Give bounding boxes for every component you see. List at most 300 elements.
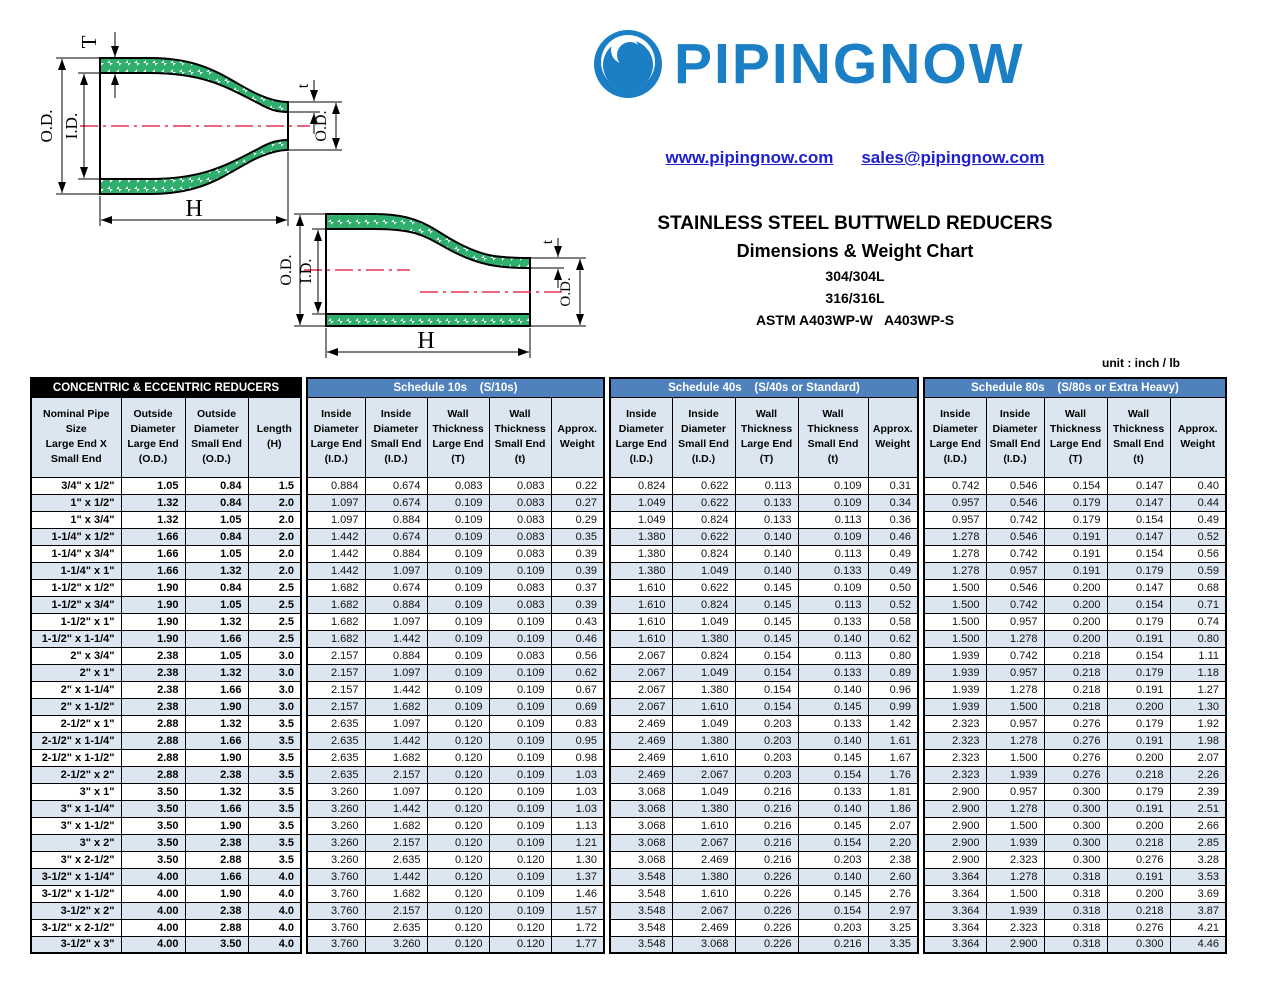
- table-cell: 1.682: [307, 613, 365, 630]
- table-row: [610, 681, 918, 698]
- table-cell: 1.66: [121, 528, 185, 545]
- table-cell: 0.179: [1107, 783, 1170, 800]
- table-cell: 1.66: [121, 545, 185, 562]
- table-row: [307, 749, 604, 766]
- table-cell: 3.548: [610, 919, 672, 936]
- table-cell: 2.635: [307, 715, 365, 732]
- table-cell: 0.109: [427, 511, 489, 528]
- page-subtitle: Dimensions & Weight Chart: [736, 240, 974, 261]
- table-cell: 1.610: [672, 698, 735, 715]
- table-cell: 0.145: [735, 579, 798, 596]
- table-row: [610, 868, 918, 885]
- table-row: [924, 647, 1226, 664]
- table-cell: 0.68: [1170, 579, 1226, 596]
- column-header: Wall Thickness Large End (T): [1044, 397, 1107, 477]
- website-link[interactable]: www.pipingnow.com: [665, 148, 834, 167]
- table-cell: 1.278: [986, 681, 1044, 698]
- table-cell: 1.939: [986, 902, 1044, 919]
- table-cell: 2.067: [610, 647, 672, 664]
- table-cell: 0.109: [489, 681, 551, 698]
- table-cell: 0.52: [868, 596, 918, 613]
- table-cell: 0.62: [868, 630, 918, 647]
- table-cell: 0.62: [551, 664, 604, 681]
- table-cell: 0.120: [427, 817, 489, 834]
- table-row: [610, 749, 918, 766]
- table-cell: 3.364: [924, 919, 986, 936]
- table-cell: 0.203: [735, 766, 798, 783]
- table-cell: 0.109: [489, 749, 551, 766]
- table-row: [924, 681, 1226, 698]
- table-row: [307, 579, 604, 596]
- table-cell: 0.145: [735, 613, 798, 630]
- table-cell: 0.884: [365, 511, 427, 528]
- table-cell: 4.0: [248, 902, 301, 919]
- table-cell: 0.884: [365, 545, 427, 562]
- table-cell: 1.37: [551, 868, 604, 885]
- table-cell: 3.53: [1170, 868, 1226, 885]
- table-cell: 0.622: [672, 477, 735, 494]
- email-link[interactable]: sales@pipingnow.com: [861, 148, 1045, 167]
- table-cell: 3.28: [1170, 851, 1226, 868]
- table-cell: 3.5: [248, 834, 301, 851]
- table-cell: 0.083: [489, 647, 551, 664]
- table-cell: 0.154: [1107, 596, 1170, 613]
- table-cell: 0.140: [735, 545, 798, 562]
- table-cell: 3.260: [365, 936, 427, 953]
- table-cell: 3.364: [924, 885, 986, 902]
- table-cell: 4.21: [1170, 919, 1226, 936]
- table-cell: 0.179: [1044, 511, 1107, 528]
- table-cell: 0.884: [365, 596, 427, 613]
- table-cell: 0.622: [672, 494, 735, 511]
- table-cell: 0.179: [1107, 715, 1170, 732]
- table-cell: 1.939: [924, 681, 986, 698]
- table-cell: 3-1/2" x 1-1/2": [31, 885, 121, 902]
- table-cell: 2.88: [121, 715, 185, 732]
- table-row: [924, 613, 1226, 630]
- table-cell: 0.674: [365, 494, 427, 511]
- table-cell: 0.154: [735, 647, 798, 664]
- table-cell: 4.0: [248, 885, 301, 902]
- table-cell: 3.068: [610, 834, 672, 851]
- table-cell: 1.442: [365, 732, 427, 749]
- dim-label-od-small: O.D.: [313, 110, 330, 142]
- table-cell: 2.469: [672, 919, 735, 936]
- table-cell: 0.84: [185, 528, 248, 545]
- table-cell: 0.742: [986, 647, 1044, 664]
- table-cell: 0.145: [798, 817, 868, 834]
- dim-label-od-small: O.D.: [558, 277, 574, 307]
- table-cell: 0.218: [1044, 698, 1107, 715]
- table-cell: 0.109: [489, 783, 551, 800]
- table-cell: 0.154: [798, 834, 868, 851]
- table-cell: 0.113: [798, 596, 868, 613]
- table-cell: 0.109: [489, 562, 551, 579]
- column-header: Length (H): [248, 397, 301, 477]
- table-cell: 3.260: [307, 817, 365, 834]
- table-cell: 0.109: [798, 579, 868, 596]
- table-cell: 0.191: [1044, 562, 1107, 579]
- table-cell: 3.5: [248, 732, 301, 749]
- table-cell: 0.200: [1107, 698, 1170, 715]
- table-cell: 2.0: [248, 545, 301, 562]
- table-cell: 3" x 1-1/4": [31, 800, 121, 817]
- table-cell: 2.76: [868, 885, 918, 902]
- table-cell: 2.51: [1170, 800, 1226, 817]
- table-cell: 2.157: [307, 698, 365, 715]
- table-cell: 0.203: [735, 732, 798, 749]
- table-cell: 1.380: [672, 681, 735, 698]
- table-cell: 3.5: [248, 715, 301, 732]
- table-cell: 1.682: [307, 596, 365, 613]
- table-cell: 4.46: [1170, 936, 1226, 953]
- table-cell: 0.154: [735, 698, 798, 715]
- table-row: [31, 613, 301, 630]
- table-cell: 0.140: [798, 630, 868, 647]
- table-cell: 0.083: [489, 477, 551, 494]
- table-cell: 0.179: [1107, 562, 1170, 579]
- table-cell: 0.546: [986, 477, 1044, 494]
- table-row: [924, 664, 1226, 681]
- table-row: [924, 851, 1226, 868]
- table-cell: 2.66: [1170, 817, 1226, 834]
- table-cell: 1.61: [868, 732, 918, 749]
- table-cell: 0.99: [868, 698, 918, 715]
- table-cell: 3.0: [248, 698, 301, 715]
- table-cell: 0.083: [427, 477, 489, 494]
- table-cell: 0.84: [185, 477, 248, 494]
- table-cell: 1.13: [551, 817, 604, 834]
- table-cell: 2.157: [365, 902, 427, 919]
- table-cell: 2.900: [924, 800, 986, 817]
- table-group-schedule-40s: [609, 377, 919, 954]
- table-cell: 0.145: [735, 630, 798, 647]
- table-row: [307, 528, 604, 545]
- table-row: [610, 528, 918, 545]
- table-row: [307, 919, 604, 936]
- table-row: [610, 851, 918, 868]
- table-row: [31, 885, 301, 902]
- table-cell: 1.5: [248, 477, 301, 494]
- table-cell: 0.120: [427, 851, 489, 868]
- table-cell: 0.133: [798, 613, 868, 630]
- table-cell: 2.88: [185, 919, 248, 936]
- table-cell: 2.0: [248, 494, 301, 511]
- table-cell: 1.66: [185, 732, 248, 749]
- dim-label-length: H: [417, 328, 435, 354]
- table-cell: 2.900: [924, 783, 986, 800]
- table-cell: 0.98: [551, 749, 604, 766]
- table-cell: 1.32: [185, 664, 248, 681]
- table-cell: 1" x 1/2": [31, 494, 121, 511]
- table-cell: 1.380: [672, 630, 735, 647]
- table-cell: 2.469: [610, 766, 672, 783]
- table-row: [924, 494, 1226, 511]
- table-cell: 0.674: [365, 477, 427, 494]
- table-cell: 1.097: [365, 783, 427, 800]
- table-cell: 3.50: [121, 817, 185, 834]
- table-cell: 1.500: [924, 613, 986, 630]
- table-cell: 1.66: [185, 868, 248, 885]
- table-cell: 4.00: [121, 919, 185, 936]
- grade-316: 316/316L: [825, 289, 885, 306]
- table-row: [307, 613, 604, 630]
- table-cell: 3.5: [248, 851, 301, 868]
- table-cell: 0.742: [986, 545, 1044, 562]
- table-row: [610, 511, 918, 528]
- table-cell: 0.216: [735, 800, 798, 817]
- table-cell: 2.38: [185, 834, 248, 851]
- table-cell: 0.84: [185, 494, 248, 511]
- table-cell: 1.86: [868, 800, 918, 817]
- table-cell: 1.03: [551, 800, 604, 817]
- table-cell: 0.50: [868, 579, 918, 596]
- table-cell: 0.120: [427, 868, 489, 885]
- table-cell: 0.58: [868, 613, 918, 630]
- table-cell: 3-1/2" x 1-1/4": [31, 868, 121, 885]
- table-cell: 0.203: [735, 715, 798, 732]
- table-cell: 3.260: [307, 800, 365, 817]
- table-cell: 1.32: [185, 613, 248, 630]
- table-cell: 0.39: [551, 596, 604, 613]
- table-row: [31, 817, 301, 834]
- table-cell: 2.07: [868, 817, 918, 834]
- table-cell: 0.824: [610, 477, 672, 494]
- table-cell: 0.147: [1107, 494, 1170, 511]
- table-cell: 0.147: [1107, 528, 1170, 545]
- table-cell: 1.049: [610, 511, 672, 528]
- table-cell: 1.442: [307, 562, 365, 579]
- table-cell: 2.323: [986, 919, 1044, 936]
- table-cell: 0.083: [489, 596, 551, 613]
- table-row: [31, 528, 301, 545]
- table-cell: 1.05: [121, 477, 185, 494]
- table-cell: 3-1/2" x 2-1/2": [31, 919, 121, 936]
- table-cell: 0.179: [1107, 613, 1170, 630]
- table-cell: 0.71: [1170, 596, 1226, 613]
- table-cell: 0.216: [735, 834, 798, 851]
- table-cell: 3.548: [610, 868, 672, 885]
- table-cell: 1.03: [551, 783, 604, 800]
- table-cell: 0.191: [1044, 545, 1107, 562]
- table-cell: 0.145: [798, 749, 868, 766]
- table-cell: 0.179: [1107, 664, 1170, 681]
- table-cell: 2.88: [121, 732, 185, 749]
- table-cell: 0.318: [1044, 919, 1107, 936]
- table-cell: 0.109: [427, 494, 489, 511]
- table-cell: 0.083: [489, 511, 551, 528]
- table-row: [31, 562, 301, 579]
- table-cell: 0.546: [986, 528, 1044, 545]
- table-cell: 0.120: [489, 919, 551, 936]
- table-cell: 0.546: [986, 494, 1044, 511]
- table-cell: 3.760: [307, 885, 365, 902]
- table-cell: 0.133: [735, 511, 798, 528]
- table-cell: 0.35: [551, 528, 604, 545]
- table-row: [307, 817, 604, 834]
- table-cell: 2.97: [868, 902, 918, 919]
- table-cell: 0.84: [185, 579, 248, 596]
- table-cell: 0.083: [489, 494, 551, 511]
- page-title: STAINLESS STEEL BUTTWELD REDUCERS: [657, 213, 1053, 234]
- unit-label: unit : inch / lb: [1102, 356, 1180, 370]
- table-cell: 2.0: [248, 528, 301, 545]
- column-header: Approx. Weight: [551, 397, 604, 477]
- table-cell: 0.109: [427, 579, 489, 596]
- table-cell: 2.635: [307, 766, 365, 783]
- table-cell: 0.154: [1107, 647, 1170, 664]
- table-row: [610, 902, 918, 919]
- table-cell: 2.469: [672, 851, 735, 868]
- table-cell: 3.35: [868, 936, 918, 953]
- table-cell: 0.318: [1044, 936, 1107, 953]
- table-cell: 0.113: [798, 647, 868, 664]
- table-cell: 1.90: [185, 698, 248, 715]
- table-cell: 1.682: [307, 579, 365, 596]
- table-cell: 0.191: [1044, 528, 1107, 545]
- table-cell: 1.610: [610, 596, 672, 613]
- table-row: [924, 834, 1226, 851]
- table-cell: 3.548: [610, 936, 672, 953]
- table-cell: 2.469: [610, 749, 672, 766]
- table-cell: 0.546: [986, 579, 1044, 596]
- table-row: [307, 511, 604, 528]
- table-row: [924, 817, 1226, 834]
- table-cell: 2.0: [248, 562, 301, 579]
- table-row: [307, 936, 604, 953]
- table-cell: 1.939: [924, 698, 986, 715]
- table-cell: 2.900: [924, 851, 986, 868]
- table-cell: 1.32: [121, 511, 185, 528]
- table-cell: 0.44: [1170, 494, 1226, 511]
- column-header: Inside Diameter Large End (I.D.): [924, 397, 986, 477]
- table-row: [924, 579, 1226, 596]
- table-cell: 2.635: [307, 732, 365, 749]
- table-row: [610, 698, 918, 715]
- table-cell: 2.07: [1170, 749, 1226, 766]
- table-cell: 0.218: [1044, 681, 1107, 698]
- table-cell: 1.049: [672, 783, 735, 800]
- table-cell: 0.154: [1107, 511, 1170, 528]
- table-cell: 1.278: [924, 528, 986, 545]
- table-cell: 2.38: [121, 681, 185, 698]
- table-cell: 4.0: [248, 919, 301, 936]
- table-cell: 0.109: [489, 868, 551, 885]
- table-row: [610, 545, 918, 562]
- dim-label-id-large: I.D.: [62, 112, 81, 140]
- table-cell: 2-1/2" x 2": [31, 766, 121, 783]
- table-cell: 0.113: [735, 477, 798, 494]
- table-cell: 0.95: [551, 732, 604, 749]
- table-row: [610, 715, 918, 732]
- table-cell: 1.442: [365, 800, 427, 817]
- table-cell: 0.49: [1170, 511, 1226, 528]
- table-cell: 0.109: [489, 715, 551, 732]
- table-cell: 1.67: [868, 749, 918, 766]
- eccentric-reducer-diagram: [268, 186, 598, 368]
- table-row: [610, 800, 918, 817]
- table-cell: 1.77: [551, 936, 604, 953]
- table-cell: 2.38: [868, 851, 918, 868]
- table-cell: 2.5: [248, 596, 301, 613]
- table-cell: 2.39: [1170, 783, 1226, 800]
- table-cell: 0.276: [1044, 766, 1107, 783]
- table-row: [924, 545, 1226, 562]
- table-group-schedule-10s: [306, 377, 605, 954]
- column-header: Nominal Pipe Size Large End X Small End: [31, 397, 121, 477]
- table-cell: 0.67: [551, 681, 604, 698]
- table-cell: 1.500: [986, 698, 1044, 715]
- table-row: [924, 885, 1226, 902]
- table-cell: 0.218: [1107, 834, 1170, 851]
- table-cell: 0.56: [551, 647, 604, 664]
- table-row: [31, 868, 301, 885]
- table-cell: 3/4" x 1/2": [31, 477, 121, 494]
- table-row: [610, 834, 918, 851]
- table-cell: 3.364: [924, 868, 986, 885]
- table-row: [307, 834, 604, 851]
- table-cell: 0.154: [735, 664, 798, 681]
- table-row: [610, 477, 918, 494]
- table-row: [610, 664, 918, 681]
- table-cell: 0.276: [1107, 919, 1170, 936]
- table-row: [307, 596, 604, 613]
- table-cell: 0.120: [427, 902, 489, 919]
- table-cell: 4.00: [121, 885, 185, 902]
- table-cell: 0.22: [551, 477, 604, 494]
- column-header: Inside Diameter Large End (I.D.): [307, 397, 365, 477]
- table-cell: 0.133: [798, 562, 868, 579]
- table-cell: 1.27: [1170, 681, 1226, 698]
- group-header-schedule-80s: Schedule 80s (S/80s or Extra Heavy): [924, 378, 1226, 397]
- table-cell: 3.760: [307, 936, 365, 953]
- table-row: [924, 919, 1226, 936]
- table-row: [31, 664, 301, 681]
- table-row: [307, 562, 604, 579]
- table-row: [307, 494, 604, 511]
- table-row: [31, 630, 301, 647]
- group-header-schedule-40s: Schedule 40s (S/40s or Standard): [610, 378, 918, 397]
- table-cell: 0.40: [1170, 477, 1226, 494]
- table-cell: 0.109: [489, 630, 551, 647]
- table-cell: 1.939: [986, 766, 1044, 783]
- table-cell: 3.260: [307, 783, 365, 800]
- table-cell: 3.364: [924, 902, 986, 919]
- table-cell: 2.38: [121, 698, 185, 715]
- table-cell: 1-1/4" x 1/2": [31, 528, 121, 545]
- table-row: [307, 477, 604, 494]
- table-cell: 1-1/4" x 3/4": [31, 545, 121, 562]
- table-row: [924, 698, 1226, 715]
- table-row: [924, 732, 1226, 749]
- table-cell: 0.622: [672, 579, 735, 596]
- table-row: [610, 630, 918, 647]
- table-cell: 0.200: [1044, 630, 1107, 647]
- table-row: [31, 749, 301, 766]
- table-row: [924, 596, 1226, 613]
- table-cell: 2.38: [121, 664, 185, 681]
- table-cell: 1.32: [185, 783, 248, 800]
- table-cell: 0.109: [489, 817, 551, 834]
- table-cell: 1.32: [185, 562, 248, 579]
- table-cell: 2" x 1": [31, 664, 121, 681]
- astm-spec: ASTM A403WP-W A403WP-S: [755, 312, 955, 329]
- table-cell: 0.120: [427, 783, 489, 800]
- table-cell: 2.157: [307, 647, 365, 664]
- group-header-concentric-eccentric: CONCENTRIC & ECCENTRIC REDUCERS: [31, 378, 301, 397]
- table-cell: 1.500: [986, 817, 1044, 834]
- table-cell: 2" x 3/4": [31, 647, 121, 664]
